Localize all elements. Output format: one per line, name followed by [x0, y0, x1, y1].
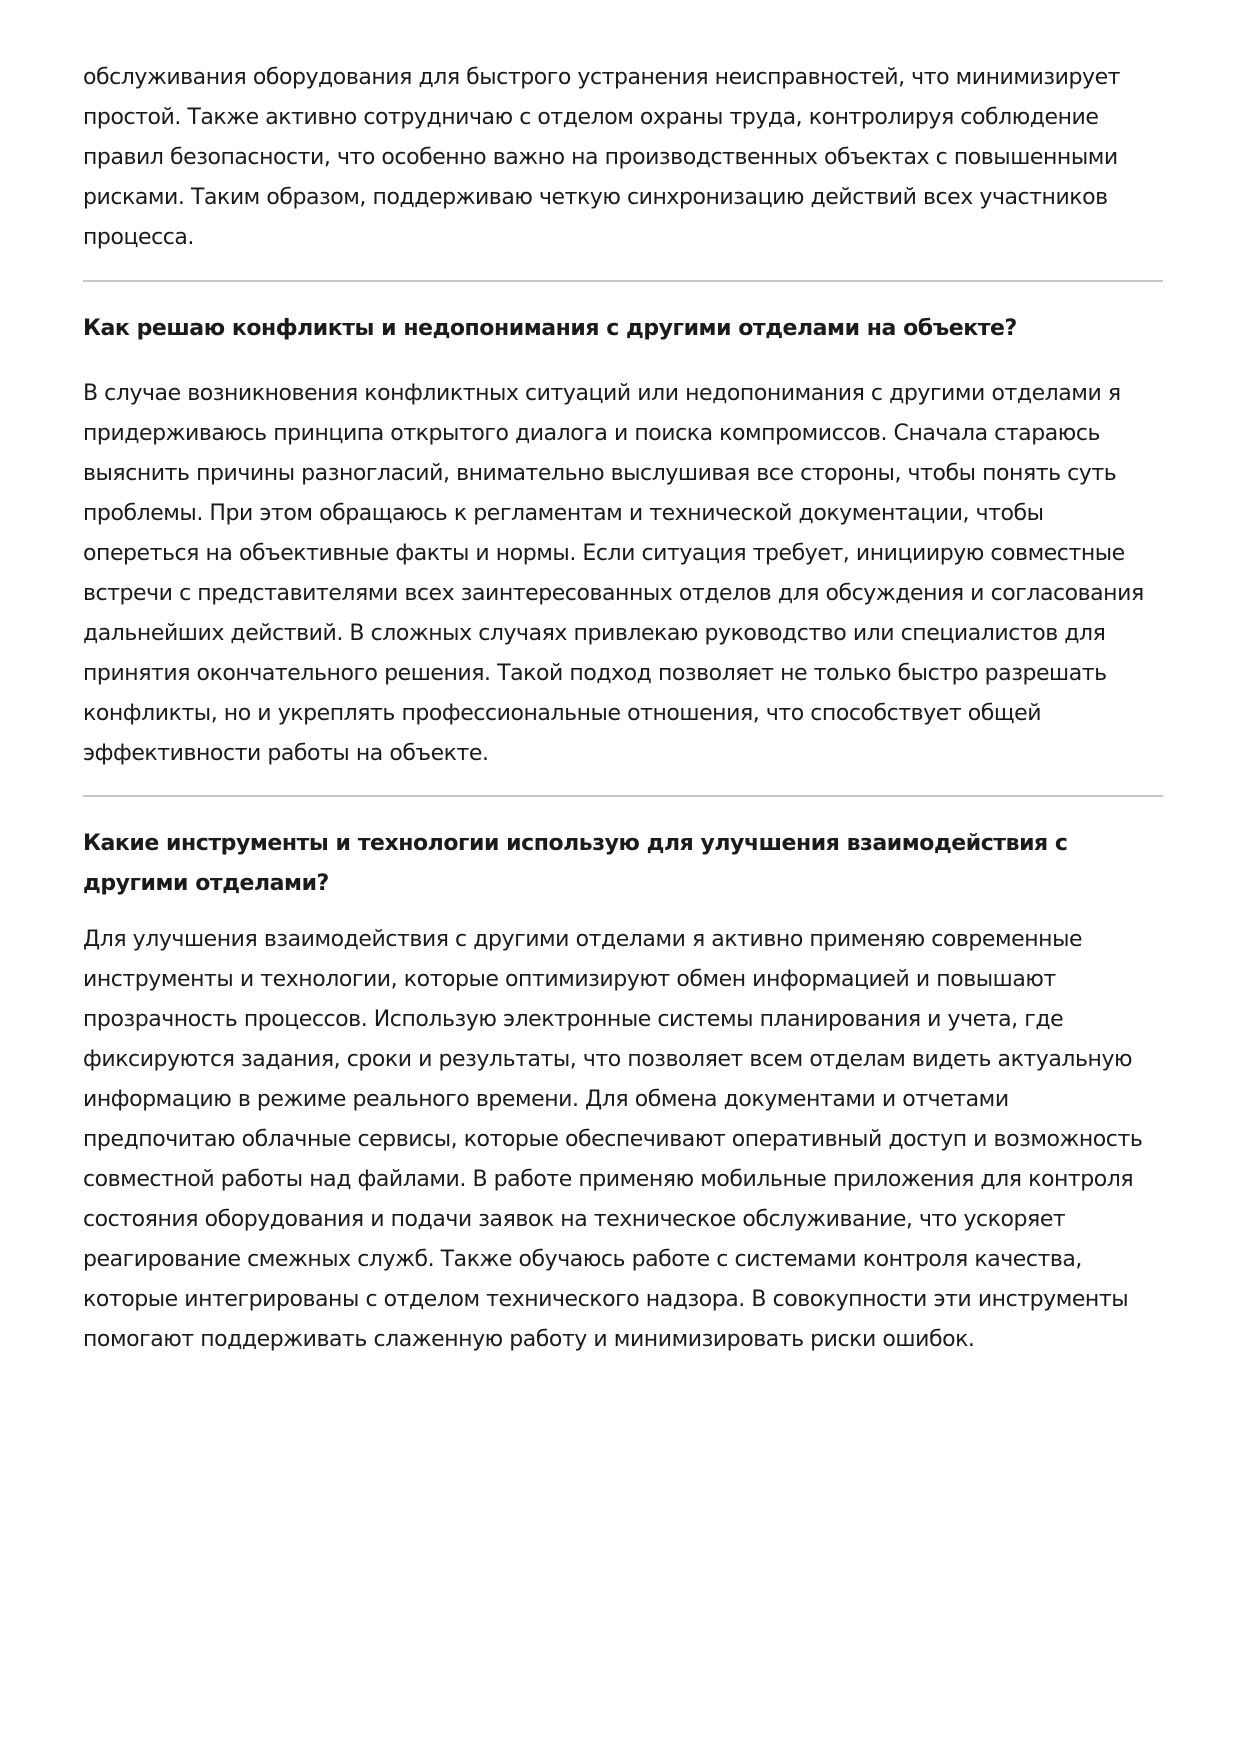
paragraph-conflicts: В случае возникновения конфликтных ситуаций или недопонимания с другими отделами я придерживаюсь принципа открытого диалога и поиска компромиссов. Сначала стараюсь выяснить причины разногласий, внимательно выслушивая все стороны, чтобы понять суть проблемы. При этом обращаюсь к регламентам и технической документации, чтобы опереться на объективные факты и нормы. Если ситуация требует, инициирую совместные встречи с представителями всех заинтересованных отделов для обсуждения и согласования дальнейших действий. В сложных случаях привлекаю руководство или специалистов для принятия окончательного решения. Такой подход позволяет не только быстро разрешать конфликты, но и укреплять профессиональные отношения, что способствует общей эффективности работы на объекте.: [83, 381, 1144, 766]
section-divider: [83, 280, 1163, 282]
section-heading-tools: Какие инструменты и технологии использую для улучшения взаимодействия с другими отделами?: [83, 831, 1068, 896]
paragraph-tools: Для улучшения взаимодействия с другими отделами я активно применяю современные инструменты и технологии, которые оптимизируют обмен информацией и повышают прозрачность процессов. Использую электронные системы планирования и учета, где фиксируются задания, сроки и результаты, что позволяет всем отделам видеть актуальную информацию в режиме реального времени. Для обмена документами и отчетами предпочитаю облачные сервисы, которые обеспечивают оперативный доступ и возможность совместной работы над файлами. В работе применяю мобильные приложения для контроля состояния оборудования и подачи заявок на техническое обслуживание, что ускоряет реагирование смежных служб. Также обучаюсь работе с системами контроля качества, которые интегрированы с отделом технического надзора. В совокупности эти инструменты помогают поддерживать слаженную работу и минимизировать риски ошибок.: [83, 927, 1143, 1352]
section-heading-conflicts: Как решаю конфликты и недопонимания с другими отделами на объекте?: [83, 316, 1017, 341]
paragraph-continuation: обслуживания оборудования для быстрого устранения неисправностей, что минимизирует простой. Также активно сотрудничаю с отделом охраны труда, контролируя соблюдение правил безопасности, что особенно важно на производственных объектах с повышенными рисками. Таким образом, поддерживаю четкую синхронизацию действий всех участников процесса.: [83, 65, 1121, 250]
section-divider: [83, 795, 1163, 797]
document-page: [83, 58, 1163, 1360]
